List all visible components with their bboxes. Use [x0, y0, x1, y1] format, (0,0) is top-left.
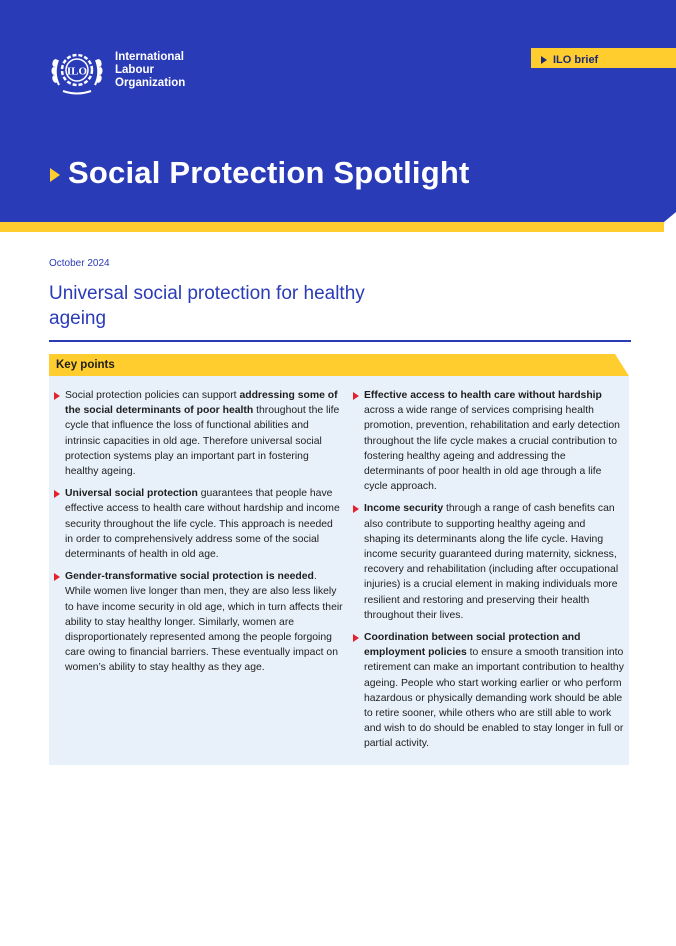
key-point-emphasis: Coordination between social protection and employment policies: [364, 632, 581, 659]
key-point-item: [352, 501, 624, 623]
key-point-text: throughout the life cycle that influence the loss of functional abilities and intrinsic capacities in old age. Therefore universal social protection systems play an important part in fostering healthy ageing.: [65, 405, 340, 478]
key-point-emphasis: Gender-transformative social protection is needed: [65, 571, 314, 583]
brief-tag-label: ILO brief: [553, 54, 599, 66]
key-point-text: guarantees that people have effective access to health care without hardship and income security throughout the life cycle. This approach is needed in order to comprehensively address some of the social determinants of health in old age.: [65, 488, 340, 561]
key-point-item: [352, 388, 624, 494]
bullet-arrow-icon: [54, 490, 60, 498]
key-point-text: Social protection policies can support: [65, 390, 240, 401]
key-point-text: to ensure a smooth transition into retirement can make an important contribution to healthy ageing. People who start working earlier or who perform hazardous or physically demanding work should be able to retire sooner, while others who are still able to work and wish to do should be enabled to stay longer in full or partial activity.: [364, 647, 624, 750]
key-point-item: [53, 569, 343, 675]
organization-name: [115, 51, 185, 90]
divider: [49, 340, 631, 342]
key-point-item: [53, 486, 343, 562]
brief-tag: [531, 48, 676, 68]
tag-arrow-icon: [541, 56, 547, 64]
document-subtitle: Universal social protection for healthy ageing: [49, 283, 365, 329]
key-point-emphasis: addressing some of the social determinants of poor health: [65, 390, 338, 417]
key-point-text: . While women live longer than men, they are also less likely to have income security in old age, which in turn affects their ability to stay healthy longer. Similarly, women are disproportionately represented among the people forgoing care owing to financial barriers. These eventually impact on women’s ability to stay healthy as they age.: [65, 571, 343, 674]
key-point-emphasis: Effective access to health care without hardship: [364, 390, 602, 401]
publication-date: October 2024: [49, 258, 110, 269]
bullet-arrow-icon: [353, 392, 359, 400]
org-name-line-1: International: [115, 51, 185, 63]
key-point-item: [53, 388, 343, 479]
key-point-emphasis: Universal social protection: [65, 488, 198, 500]
bullet-arrow-icon: [353, 634, 359, 642]
key-points-left-column: [53, 388, 343, 683]
logo-text: ILO: [66, 65, 88, 78]
title-arrow-icon: [50, 168, 60, 182]
org-name-line-2: Labour: [115, 64, 154, 76]
key-points-right-column: [352, 388, 624, 759]
page-title-text: Social Protection Spotlight: [68, 155, 470, 190]
page-title: [50, 155, 470, 191]
key-point-text: through a range of cash benefits can also contribute to supporting healthy ageing and shaping its determinants along the life cycle. Having income security guaranteed during maternity, sickness, recovery and rehabilitation (including after occupational injuries) is a crucial element in making individuals more resilient and restoring and preserving their health throughout their lives.: [364, 503, 619, 621]
key-points-heading: Key points: [56, 359, 115, 371]
header-accent-stripe: [0, 222, 664, 232]
org-name-line-3: Organization: [115, 77, 186, 89]
ilo-logo-icon: [49, 45, 105, 97]
bullet-arrow-icon: [353, 505, 359, 513]
key-point-emphasis: Income security: [364, 503, 444, 515]
key-points-header: [49, 354, 629, 376]
bullet-arrow-icon: [54, 573, 60, 581]
bullet-arrow-icon: [54, 392, 60, 400]
header-banner: [0, 0, 676, 232]
key-point-item: [352, 630, 624, 752]
key-point-text: across a wide range of services comprising health promotion, prevention, rehabilitation and early detection throughout the life cycle makes a crucial contribution to fostering healthy ageing and addressing the determinants of poor health in old age through a life cycle approach.: [364, 405, 620, 493]
